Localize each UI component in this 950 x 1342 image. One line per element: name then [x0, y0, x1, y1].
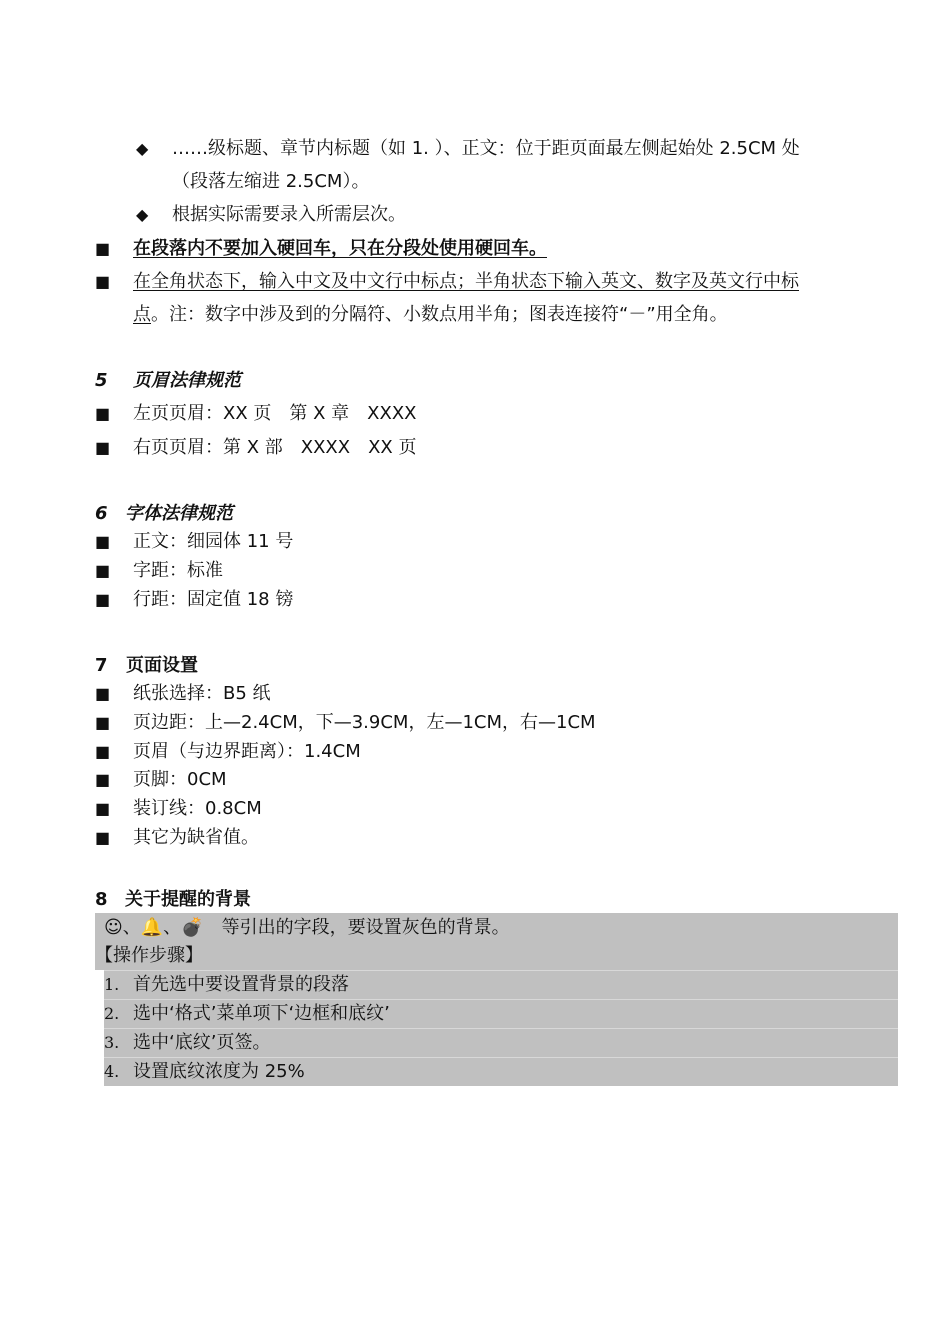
font-line-height: 行距：固定值 18 镑 — [133, 589, 294, 610]
sub-item-levels: 根据实际需要录入所需层次。 — [172, 204, 406, 225]
sub-item-heading-levels-cont: （段落左缩进 2.5CM）。 — [172, 171, 370, 192]
square-bullet-icon: ■ — [95, 561, 111, 580]
paper-size: 纸张选择：B5 纸 — [133, 683, 271, 704]
square-bullet-icon: ■ — [95, 404, 111, 423]
reminder-icons-line: ☺、🔔、💣 等引出的字段，要设置灰色的背景。 — [104, 917, 510, 938]
section-8-number: 8 — [95, 889, 108, 910]
section-7-title: 页面设置 — [126, 655, 198, 676]
step-number: 4. — [104, 1062, 120, 1081]
section-5-title: 页眉法律规范 — [133, 370, 241, 391]
square-bullet-icon: ■ — [95, 590, 111, 609]
punctuation-rule: 在全角状态下，输入中文及中文行中标点；半角状态下输入英文、数字及英文行中标 — [133, 271, 799, 292]
gutter: 装订线：0.8CM — [133, 798, 262, 819]
section-7-number: 7 — [95, 655, 108, 676]
sub-item-heading-levels: ……级标题、章节内标题（如 1. ）、正文：位于距页面最左侧起始处 2.5CM 处 — [172, 138, 800, 159]
step-text: 选中‘底纹’页签。 — [133, 1032, 271, 1053]
section-8-title: 关于提醒的背景 — [125, 889, 251, 910]
step-text: 首先选中要设置背景的段落 — [133, 974, 349, 995]
header-left-page: 左页页眉：XX 页 第 X 章 XXXX — [133, 403, 417, 424]
square-bullet-icon: ■ — [95, 438, 111, 457]
header-right-page: 右页页眉：第 X 部 XXXX XX 页 — [133, 437, 417, 458]
square-bullet-icon: ■ — [95, 684, 111, 703]
section-6-number: 6 — [95, 503, 108, 524]
header-distance: 页眉（与边界距离）：1.4CM — [133, 741, 361, 762]
punctuation-rule-underlined: 点 — [133, 304, 151, 325]
steps-title: 【操作步骤】 — [95, 945, 203, 966]
step-text: 选中‘格式’菜单项下‘边框和底纹’ — [133, 1003, 390, 1024]
diamond-bullet-icon: ◆ — [136, 139, 149, 158]
punctuation-rule-cont — [133, 303, 728, 327]
step-number: 3. — [104, 1033, 120, 1052]
step-text: 设置底纹浓度为 25% — [133, 1061, 305, 1082]
square-bullet-icon: ■ — [95, 770, 111, 789]
square-bullet-icon: ■ — [95, 272, 111, 291]
square-bullet-icon: ■ — [95, 742, 111, 761]
step-number: 2. — [104, 1004, 120, 1023]
square-bullet-icon: ■ — [95, 799, 111, 818]
font-spacing: 字距：标准 — [133, 560, 223, 581]
list-item — [104, 999, 898, 1028]
step-number: 1. — [104, 975, 120, 994]
square-bullet-icon: ■ — [95, 828, 111, 847]
list-item — [104, 970, 898, 999]
section-6-title: 字体法律规范 — [125, 503, 233, 524]
diamond-bullet-icon: ◆ — [136, 205, 149, 224]
footer-distance: 页脚：0CM — [133, 769, 227, 790]
punctuation-rule-rest: 。注：数字中涉及到的分隔符、小数点用半角；图表连接符“－”用全角。 — [151, 304, 728, 325]
section-5-number: 5 — [95, 370, 108, 391]
font-body: 正文：细园体 11 号 — [133, 531, 294, 552]
square-bullet-icon: ■ — [95, 239, 111, 258]
square-bullet-icon: ■ — [95, 532, 111, 551]
margins: 页边距：上—2.4CM，下—3.9CM，左—1CM，右—1CM — [133, 712, 596, 733]
hard-return-rule: 在段落内不要加入硬回车，只在分段处使用硬回车。 — [133, 238, 547, 259]
other-defaults: 其它为缺省值。 — [133, 827, 259, 848]
square-bullet-icon: ■ — [95, 713, 111, 732]
list-item — [104, 1028, 898, 1057]
list-item — [104, 1057, 898, 1086]
